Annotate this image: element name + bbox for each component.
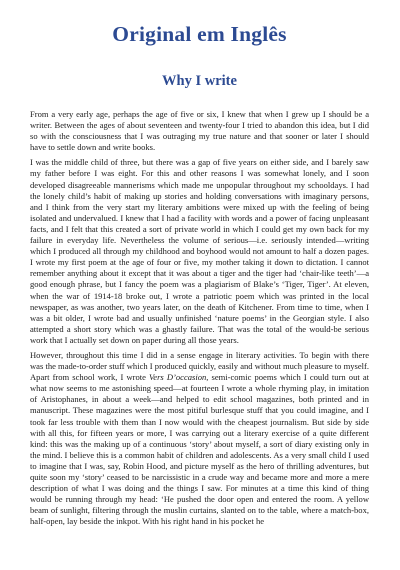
- paragraph-2: I was the middle child of three, but there was a gap of five years on either side, and I barely saw my father before I was eight. For this and other reasons I was somewhat lonely, and I soon developed disagreeable mannerisms which made me unpopular throughout my schooldays. I had the lonely child’s habit of making up stories and holding conversations with imaginary persons, and I think from the very start my literary ambitions were mixed up with the feeling of being isolated and undervalued. I knew that I had a facility with words and a power of facing unpleasant facts, and I felt that this created a sort of private world in which I could get my own back for my failure in everyday life. Nevertheless the volume of serious—i.e. seriously intended—writing which I produced all through my childhood and boyhood would not amount to half a dozen pages. I wrote my first poem at the age of four or five, my mother taking it down to dictation. I cannot remember anything about it except that it was about a tiger and the tiger had ‘chair-like teeth’—a good enough phrase, but I fancy the poem was a plagiarism of Blake’s ‘Tiger, Tiger’. At eleven, when the war of 1914-18 broke out, I wrote a patriotic poem which was printed in the local newspaper, as was another, two years later, on the death of Kitchener. From time to time, when I was a bit older, I wrote bad and usually unfinished ‘nature poems’ in the Georgian style. I also attempted a short story which was a ghastly failure. That was the total of the would-be serious work that I actually set down on paper during all those years.: [30, 157, 369, 345]
- paragraph-1: From a very early age, perhaps the age of five or six, I knew that when I grew up I should be a writer. Between the ages of about seventeen and twenty-four I tried to abandon this idea, but I did so with the consciousness that I was outraging my true nature and that sooner or later I should have to settle down and write books.: [30, 109, 369, 153]
- paragraph-3-italic-title: Vers D’occasion: [149, 372, 207, 383]
- page-title: Original em Inglês: [112, 22, 287, 46]
- section-title: Why I write: [162, 73, 237, 89]
- paragraph-3-text-before: However, throughout this time I did in a sense engage in literary activities. To begin with there was the made-to-order stuff which I produced quickly, easily and without much pleasure to myself. Apart from school work, I wrote: [30, 349, 369, 383]
- paragraph-3-text-after: , semi-comic poems which I could turn out at what now seems to me astonishing speed—at fourteen I wrote a whole rhyming play, in imitation of Aristophanes, in about a week—and helped to edit school magazines, both printed and in manuscript. These magazines were the most pitiful burlesque stuff that you could imagine, and I took far less trouble with them than I now would with the cheapest journalism. But side by side with all this, for fifteen years or more, I was carrying out a literary exercise of a quite different kind: this was the making up of a continuous ‘story’ about myself, a sort of diary existing only in the mind. I believe this is a common habit of children and adolescents. As a very small child I used to imagine that I was, say, Robin Hood, and picture myself as the hero of thrilling adventures, but quite soon my ‘story’ ceased to be narcissistic in a crude way and became more and more a mere description of what I was doing and the things I saw. For minutes at a time this kind of thing would be running through my head: ‘He pushed the door open and entered the room. A yellow beam of sunlight, filtering through the muslin curtains, slanted on to the table, where a match-box, half-open, lay beside the inkpot. With his right hand in his pocket he: [30, 372, 370, 527]
- paragraph-3: [30, 350, 369, 528]
- body-text: [30, 109, 369, 527]
